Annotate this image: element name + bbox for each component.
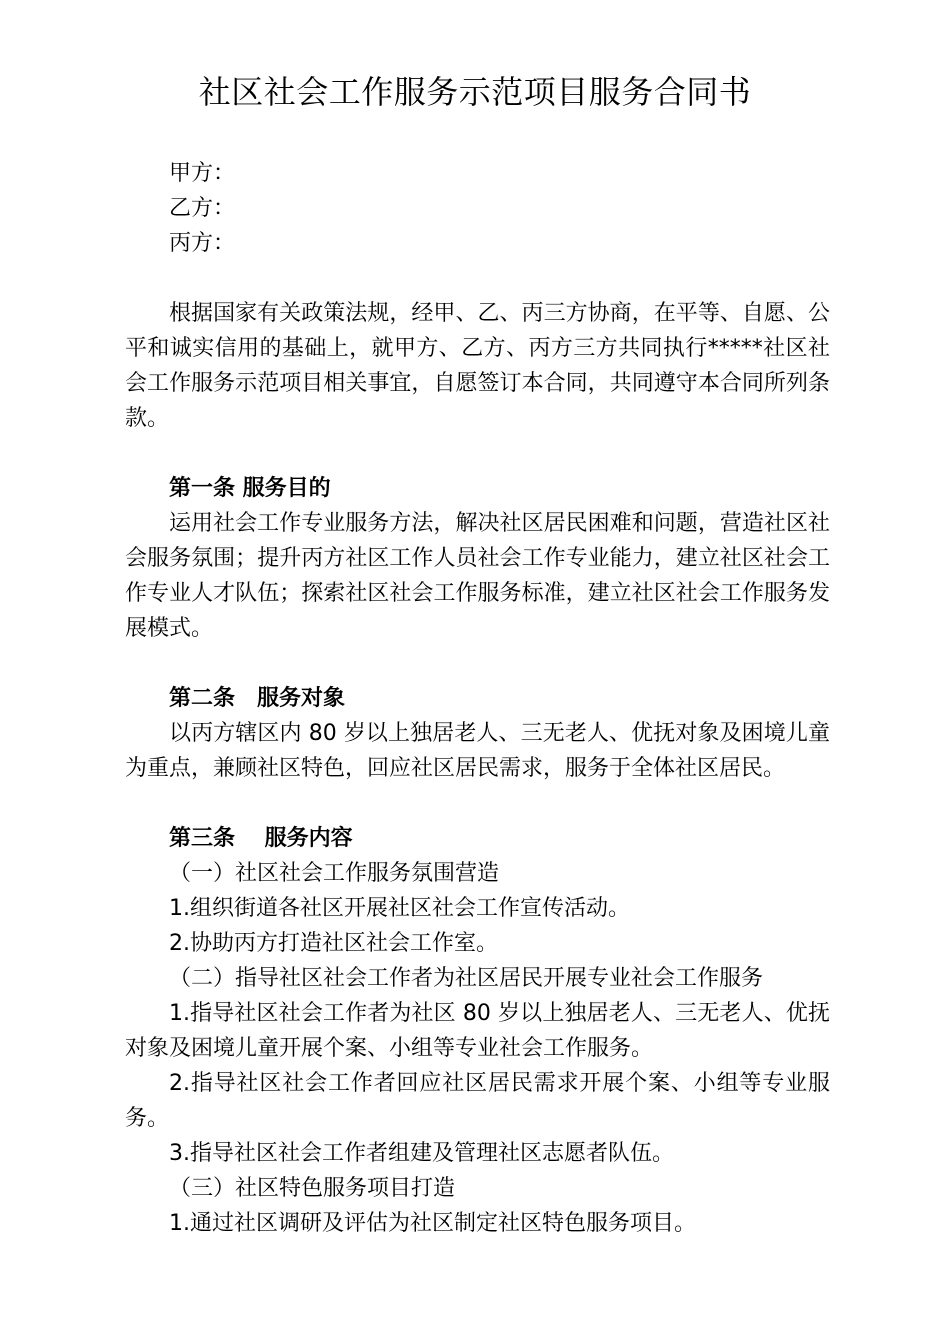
article-3-heading: 第三条 服务内容 bbox=[169, 826, 353, 851]
document-title: 社区社会工作服务示范项目服务合同书 bbox=[198, 73, 752, 111]
spacer bbox=[125, 646, 830, 681]
spacer bbox=[125, 786, 830, 821]
spacer bbox=[125, 261, 830, 296]
article-3-item: （三）社区特色服务项目打造 bbox=[169, 1176, 456, 1201]
article-2-heading: 第二条 服务对象 bbox=[169, 686, 346, 711]
article-3-item: （二）指导社区社会工作者为社区居民开展专业社会工作服务 bbox=[169, 966, 764, 991]
document-body bbox=[125, 156, 830, 1241]
party-a: 甲方： bbox=[169, 161, 236, 186]
article-2-text: 以丙方辖区内 80 岁以上独居老人、三无老人、优抚对象及困境儿童为重点，兼顾社区特色，回应社区居民需求，服务于全体社区居民。 bbox=[125, 721, 830, 781]
article-3-item: 1.组织街道各社区开展社区社会工作宣传活动。 bbox=[169, 896, 630, 921]
party-b: 乙方： bbox=[169, 196, 236, 221]
article-3-item: 2.指导社区社会工作者回应社区居民需求开展个案、小组等专业服务。 bbox=[125, 1071, 830, 1131]
article-3-item: 1.通过社区调研及评估为社区制定社区特色服务项目。 bbox=[169, 1211, 696, 1236]
article-1-heading: 第一条 服务目的 bbox=[169, 476, 331, 501]
article-3-item: 3.指导社区社会工作者组建及管理社区志愿者队伍。 bbox=[169, 1141, 674, 1166]
article-3-item: 1.指导社区社会工作者为社区 80 岁以上独居老人、三无老人、优抚对象及困境儿童开展个案、小组等专业社会工作服务。 bbox=[125, 1001, 830, 1061]
article-3-item: 2.协助丙方打造社区社会工作室。 bbox=[169, 931, 498, 956]
party-c: 丙方： bbox=[169, 231, 236, 256]
article-1-text: 运用社会工作专业服务方法，解决社区居民困难和问题，营造社区社会服务氛围；提升丙方社区工作人员社会工作专业能力，建立社区社会工作专业人才队伍；探索社区社会工作服务标准，建立社区社会工作服务发展模式。 bbox=[125, 511, 830, 641]
preamble-paragraph: 根据国家有关政策法规，经甲、乙、丙三方协商，在平等、自愿、公平和诚实信用的基础上，就甲方、乙方、丙方三方共同执行*****社区社会工作服务示范项目相关事宜，自愿签订本合同，共同遵守本合同所列条款。 bbox=[125, 301, 830, 431]
spacer bbox=[125, 436, 830, 471]
article-3-item: （一）社区社会工作服务氛围营造 bbox=[169, 861, 500, 886]
